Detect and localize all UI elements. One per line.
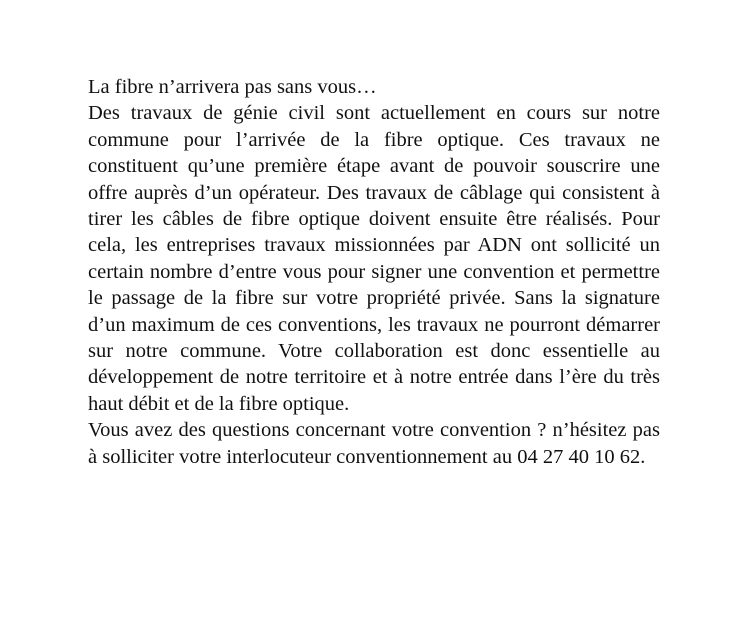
paragraph-works-info: Des travaux de génie civil sont actuellement en cours sur notre commune pour l’arrivée de la fibre optique. Ces travaux ne constituent qu’une première étape avant de pouvoir souscrire une offre auprès d’un opérateur. Des travaux de câblage qui consistent à tirer les câbles de fibre optique doivent ensuite être réalisés. Pour cela, les entreprises travaux missionnées par ADN ont sollicité un certain nombre d’entre vous pour signer une convention et permettre le passage de la fibre sur votre propriété privée. Sans la signature d’un maximum de ces conventions, les travaux ne pourront démarrer sur notre commune. Votre collaboration est donc essentielle au développement de notre territoire et à notre entrée dans l’ère du très haut débit et de la fibre optique. xyxy=(88,102,660,415)
document-body xyxy=(88,74,660,470)
document-title: La fibre n’arrivera pas sans vous… xyxy=(88,76,377,98)
paragraph-contact-info: Vous avez des questions concernant votre convention ? n’hésitez pas à solliciter votre interlocuteur conventionnement au 04 27 40 10 62. xyxy=(88,419,660,468)
